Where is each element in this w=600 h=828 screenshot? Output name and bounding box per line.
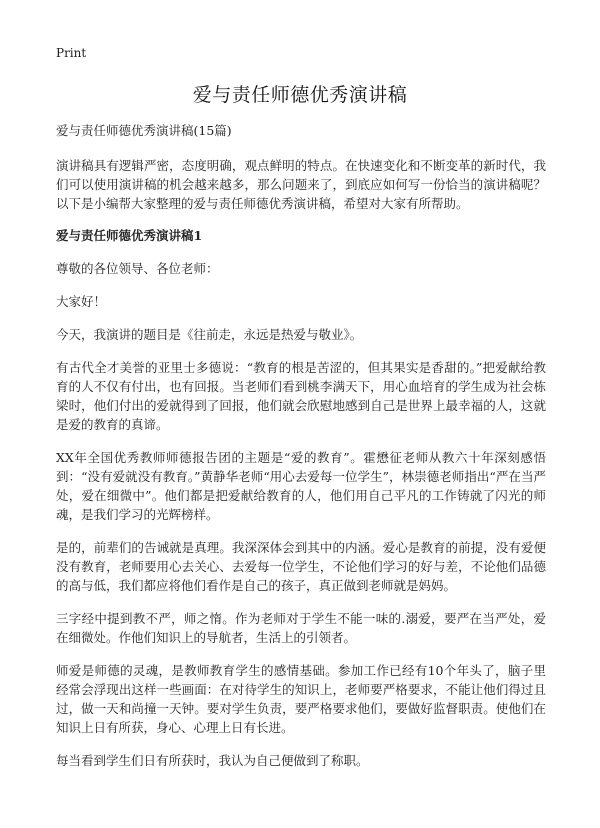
document-body	[56, 122, 546, 784]
document-subtitle: 爱与责任师德优秀演讲稿(15篇)	[56, 123, 232, 138]
paragraph: 有古代全才美誉的亚里士多德说：“教育的根是苦涩的，但其果实是香甜的。”把爱献给教育的人不仅有付出，也有回报。当老师们看到桃李满天下，用心血培育的学生成为社会栋梁时，他们付出的爱就得到了回报，他们就会欣慰地感到自己是世界上最幸福的人，这就是爱的教育的真谛。	[56, 360, 546, 432]
paragraph: 师爱是师德的灵魂，是教师教育学生的感情基础。参加工作已经有10个年头了，脑子里经常会浮现出这样一些画面：在对待学生的知识上，老师要严格要求，不能让他们得过且过，做一天和尚撞一天钟。要对学生负责，要严格要求他们，要做好监督职责。使他们在知识上日有所获，身心、心理上日有长进。	[56, 663, 546, 735]
paragraph-greeting: 大家好！	[56, 294, 107, 309]
paragraph-salutation: 尊敬的各位领导、各位老师：	[56, 261, 219, 276]
paragraph: 三字经中提到教不严，师之惰。作为老师对于学生不能一味的.溺爱，要严在当严处，爱在细微处。作他们知识上的导航者，生活上的引领者。	[56, 611, 546, 645]
paragraph: 是的，前辈们的告诫就是真理。我深深体会到其中的内涵。爱心是教育的前提，没有爱便没有教育，老师要用心去关心、去爱每一位学生，不论他们学习的好与差，不论他们品德的高与低，我们都应将他们看作是自己的孩子，真正做到老师就是妈妈。	[56, 540, 546, 593]
section-heading: 爱与责任师德优秀演讲稿1	[56, 228, 203, 243]
intro-paragraph: 演讲稿具有逻辑严密，态度明确，观点鲜明的特点。在快速变化和不断变革的新时代，我们可以使用演讲稿的机会越来越多，那么问题来了，到底应如何写一份恰当的演讲稿呢？以下是小编帮大家整理的爱与责任师德优秀演讲稿，希望对大家有所帮助。	[56, 158, 546, 211]
paragraph-topic: 今天，我演讲的题目是《往前走，永远是热爱与敬业》。	[56, 327, 363, 342]
document-title: 爱与责任师德优秀演讲稿	[192, 84, 408, 106]
print-link[interactable]: Print	[56, 46, 87, 60]
paragraph: 每当看到学生们日有所获时，我认为自己便做到了称职。	[56, 753, 369, 768]
paragraph: XX年全国优秀教师师德报告团的主题是“爱的教育”。霍懋征老师从教六十年深刻感悟到：“没有爱就没有教育。”黄静华老师“用心去爱每一位学生”，林崇德老师指出“严在当严处，爱在细微中”。他们都是把爱献给教育的人，他们用自己平凡的工作铸就了闪光的师魂，是我们学习的光辉榜样。	[56, 450, 546, 522]
